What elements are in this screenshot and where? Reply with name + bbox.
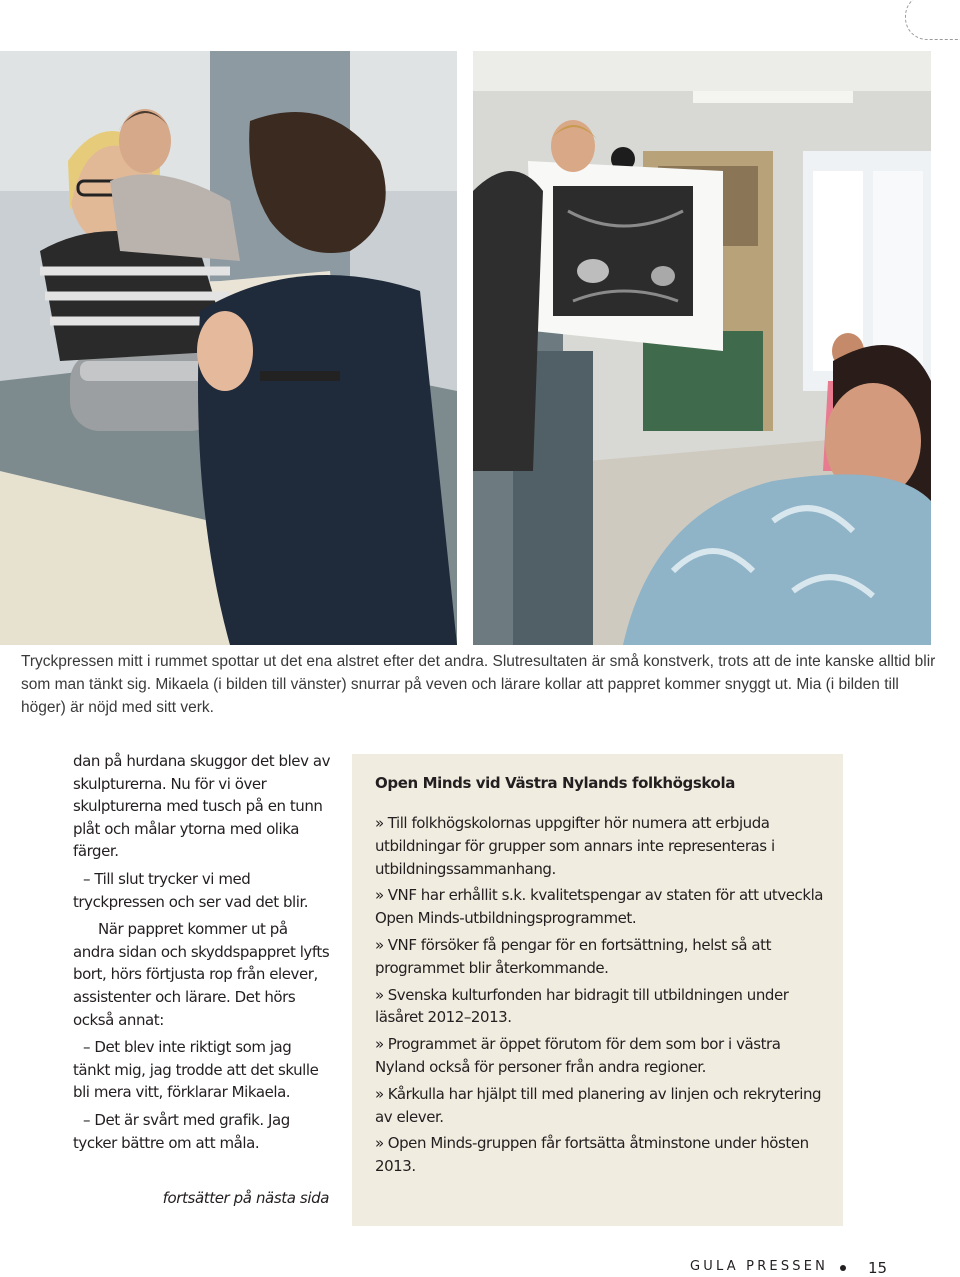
page-number: 15 (868, 1259, 888, 1277)
article-quote: – Till slut trycker vi med tryckpressen och ser vad det blir. (73, 869, 309, 911)
publication-name: GULA PRESSEN (690, 1259, 829, 1274)
bullet-mark: » (375, 935, 384, 954)
fact-box (352, 754, 843, 1226)
fact-box-item: » Kårkulla har hjälpt till med planering av linjen och rekrytering av elever. (375, 1084, 822, 1126)
bullet-mark: » (375, 1134, 384, 1153)
bullet-mark: » (375, 886, 384, 905)
continued-note: fortsätter på nästa sida (162, 1189, 329, 1207)
fact-box-item: » VNF försöker få pengar för en fortsättning, helst så att programmet blir återkommande. (375, 935, 771, 977)
fact-box-item: » Programmet är öppet förutom för dem som bor i västra Nyland också för personer från andra regioner. (375, 1035, 781, 1076)
footer-separator-dot (840, 1265, 846, 1271)
article-paragraph: dan på hurdana skuggor det blev av skulpturerna. Nu för vi över skulpturerna med tusch på en tunn plåt och målar ytorna med olika färger. (73, 752, 330, 861)
fact-box-title: Open Minds vid Västra Nylands folkhögskola (375, 774, 735, 792)
fact-box-item: » Svenska kulturfonden har bidragit till utbildningen under läsåret 2012–2013. (375, 985, 789, 1027)
article-quote: – Det blev inte riktigt som jag tänkt mig, jag trodde att det skulle bli mera vitt, förklarar Mikaela. (73, 1038, 319, 1102)
article-column (73, 750, 331, 1159)
article-quote: – Det är svårt med grafik. Jag tycker bättre om att måla. (73, 1110, 290, 1152)
bullet-mark: » (375, 1035, 384, 1054)
bullet-mark: » (375, 1084, 384, 1103)
photo-caption: Tryckpressen mitt i rummet spottar ut det ena alstret efter det andra. Slutresultaten är små konstverk, trots att de inte kanske alltid blir som man tänkt sig. Mikaela (i bilden till vänster) snurrar på veven och lärare kollar att pappret kommer snyggt ut. Mia (i bilden till höger) är nöjd med sitt verk. (21, 653, 936, 716)
fact-box-list (375, 812, 827, 1182)
photo-student-with-print (473, 51, 931, 645)
article-paragraph: När pappret kommer ut på andra sidan och skyddspappret lyfts bort, hörs förtjusta rop från elever, assistenter och lärare. Det hörs också annat: (73, 920, 330, 1029)
fact-box-item: » Open Minds-gruppen får fortsätta åtminstone under hösten 2013. (375, 1134, 809, 1176)
fact-box-item: » Till folkhögskolornas uppgifter hör numera att erbjuda utbildningar för grupper som annars inte representeras i utbildningssammanhang. (375, 814, 775, 878)
bullet-mark: » (375, 985, 384, 1004)
page-corner-decoration (905, 0, 960, 40)
fact-box-item: » VNF har erhållit s.k. kvalitetspengar av staten för att utveckla Open Minds-utbildningsprogrammet. (375, 886, 824, 928)
photo-printing-press (0, 51, 457, 645)
bullet-mark: » (375, 814, 384, 832)
